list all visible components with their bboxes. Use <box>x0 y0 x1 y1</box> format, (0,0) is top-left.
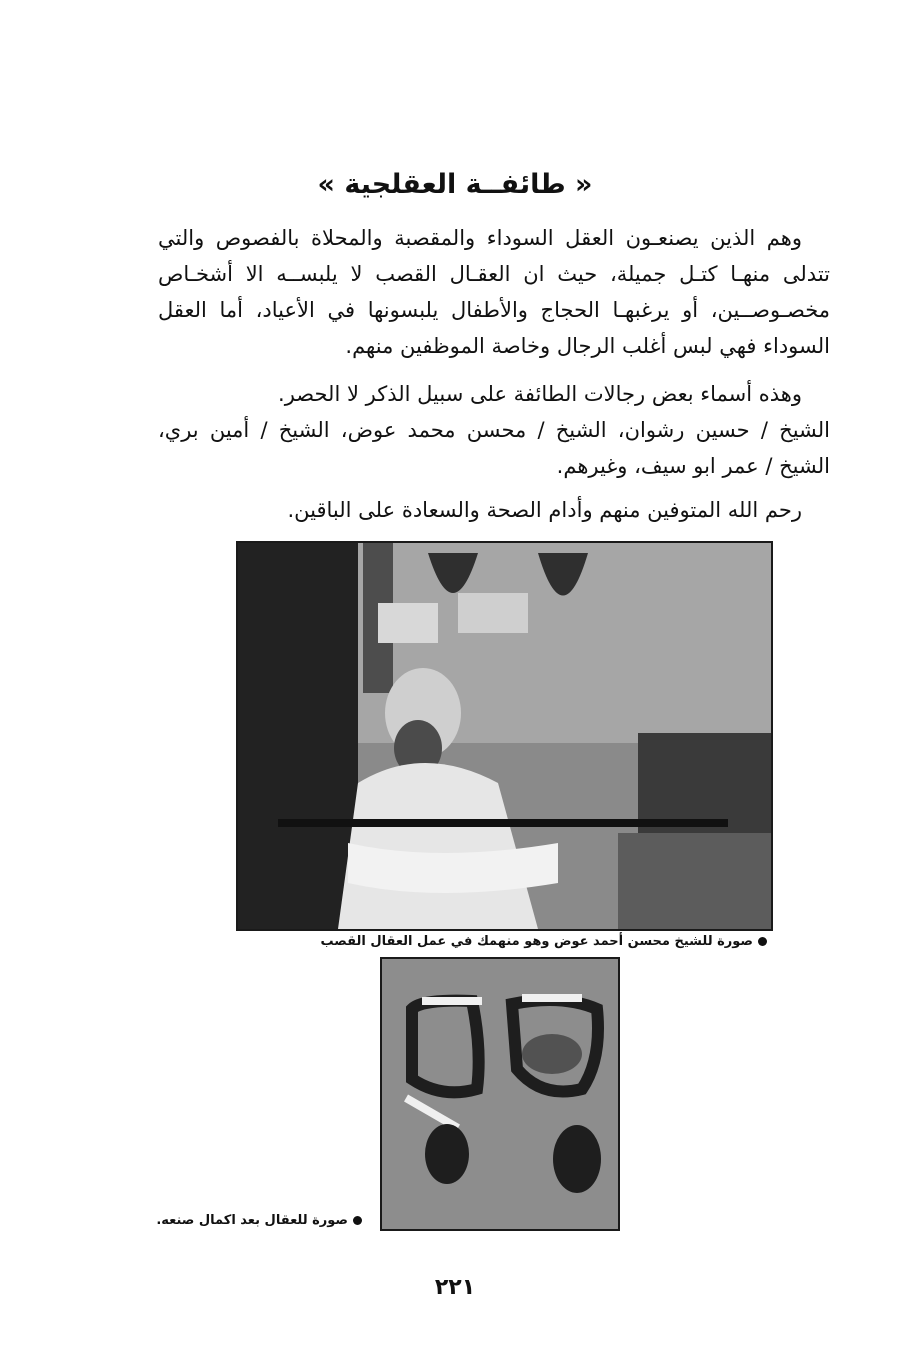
craftsman-photo-image <box>238 543 771 929</box>
agal-photo <box>380 957 620 1231</box>
section-title: « طائفــة العقلجية » <box>317 169 593 200</box>
paragraph-names-list: الشيخ / حسين رشوان، الشيخ / محسن محمد عوض، الشيخ / أمين بري، الشيخ / عمر ابو سيف، وغيرهم. <box>158 418 830 478</box>
craftsman-photo-caption-text: صورة للشيخ محسن أحمد عوض وهو منهمك في عمل العقال القصب <box>320 934 753 949</box>
agal-photo-caption <box>156 1212 362 1230</box>
paragraph-prayer: رحم الله المتوفين منهم وأدام الصحة والسعادة على الباقين. <box>287 498 802 522</box>
page-number: ٢٢١ <box>434 1275 476 1300</box>
body-text <box>158 220 830 528</box>
bullet-icon <box>353 1216 362 1225</box>
agal-photo-image <box>382 959 618 1229</box>
craftsman-photo-caption <box>321 933 767 951</box>
bullet-icon <box>758 937 767 946</box>
agal-photo-caption-text: صورة للعقال بعد اكمال صنعه. <box>156 1213 348 1228</box>
craftsman-photo <box>236 541 773 931</box>
paragraph-names-intro: وهذه أسماء بعض رجالات الطائفة على سبيل الذكر لا الحصر. <box>278 382 802 406</box>
paragraph-intro: وهم الذين يصنعـون العقل السوداء والمقصبة والمحلاة بالفصوص والتي تتدلى منهـا كتـل جميلة، حيث ان العقـال القصب لا يلبســه الا أشخـاص مخصـوصــين، أو يرغبهـا الحجاج والأطفال يلبسونها في الأعياد، أما العقل السوداء فهي لبس أغلب الرجال وخاصة الموظفين منهم. <box>158 226 830 358</box>
